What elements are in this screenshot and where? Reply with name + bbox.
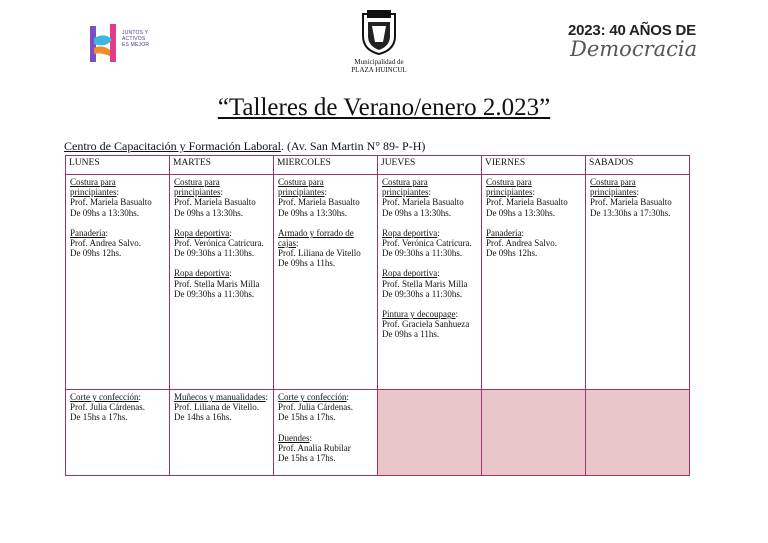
class-entry xyxy=(70,177,165,218)
crest-caption-line: Municipalidad de xyxy=(354,58,404,66)
class-detail: Prof. Mariela Basualto xyxy=(382,197,464,208)
day-header: SABADOS xyxy=(586,156,690,175)
class-detail: De 09hs a 11hs. xyxy=(382,329,440,340)
schedule-cell xyxy=(66,390,170,476)
class-name: Costura para principiantes: xyxy=(382,177,432,198)
class-detail: De 09:30hs a 11:30hs. xyxy=(382,248,463,259)
class-detail: Prof. Mariela Basualto xyxy=(486,197,568,208)
class-detail: Prof. Verónica Catricura. xyxy=(174,238,264,249)
class-name: Ropa deportiva: xyxy=(382,227,440,238)
class-entry xyxy=(486,228,581,259)
venue-name: Centro de Capacitación y Formación Laboral xyxy=(64,139,281,153)
class-entry xyxy=(278,228,373,269)
slogan-line-2: Democracia xyxy=(570,37,698,61)
empty-cell xyxy=(586,390,690,476)
empty-cell xyxy=(378,390,482,476)
class-detail: Prof. Analia Rubilar xyxy=(278,442,351,453)
class-detail: De 15hs a 17hs. xyxy=(278,412,336,423)
class-name: Duendes: xyxy=(278,432,313,443)
schedule-cell xyxy=(378,175,482,390)
venue-line xyxy=(64,139,425,154)
logo-text-line: ES MEJOR xyxy=(122,42,150,48)
class-detail: Prof. Andrea Salvo. xyxy=(70,238,141,249)
class-name: Costura para principiantes: xyxy=(278,177,328,198)
class-entry xyxy=(278,392,373,423)
class-detail: De 09hs a 13:30hs. xyxy=(486,207,555,218)
afternoon-row xyxy=(66,390,690,476)
class-detail: De 09hs 12hs. xyxy=(70,248,122,259)
class-detail: Prof. Andrea Salvo. xyxy=(486,238,557,249)
day-header: VIERNES xyxy=(482,156,586,175)
day-header: JUEVES xyxy=(378,156,482,175)
class-detail: De 09hs a 11hs. xyxy=(278,258,336,269)
class-name: Costura para principiantes: xyxy=(486,177,536,198)
class-detail: Prof. Verónica Catricura. xyxy=(382,238,472,249)
class-name: Costura para principiantes: xyxy=(70,177,120,198)
class-entry xyxy=(174,392,269,423)
class-detail: Prof. Liliana de Vitello xyxy=(278,248,361,259)
schedule-cell xyxy=(586,175,690,390)
schedule-cell xyxy=(482,175,586,390)
class-detail: De 13:30hs a 17:30hs. xyxy=(590,207,671,218)
class-detail: Prof. Stella Maris Milla xyxy=(382,278,468,289)
day-header-row xyxy=(66,156,690,175)
class-entry xyxy=(382,228,477,259)
schedule-cell xyxy=(274,390,378,476)
slogan-line-1: 2023: 40 AÑOS DE xyxy=(568,22,696,39)
class-detail: Prof. Julia Cárdenas. xyxy=(278,402,353,413)
class-detail: De 09hs a 13:30hs. xyxy=(174,207,243,218)
day-header: MARTES xyxy=(170,156,274,175)
class-detail: De 09:30hs a 11:30hs. xyxy=(382,288,463,299)
class-detail: De 09:30hs a 11:30hs. xyxy=(174,248,255,259)
class-detail: Prof. Mariela Basualto xyxy=(590,197,672,208)
class-detail: De 09hs a 13:30hs. xyxy=(382,207,451,218)
class-detail: De 09hs a 13:30hs. xyxy=(278,207,347,218)
class-name: Muñecos y manualidades: xyxy=(174,392,268,402)
class-name: Panadería: xyxy=(486,227,524,238)
schedule-cell xyxy=(66,175,170,390)
class-detail: De 14hs a 16hs. xyxy=(174,412,232,423)
morning-row xyxy=(66,175,690,390)
class-entry xyxy=(174,268,269,299)
day-header: LUNES xyxy=(66,156,170,175)
democracia-slogan xyxy=(568,22,698,72)
juntos-y-activos-logo xyxy=(88,22,158,70)
municipal-crest xyxy=(334,8,424,78)
class-entry xyxy=(278,433,373,464)
class-entry xyxy=(70,228,165,259)
class-entry xyxy=(382,177,477,218)
juntos-logo-icon xyxy=(88,22,122,66)
class-detail: Prof. Stella Maris Milla xyxy=(174,278,260,289)
class-detail: De 09:30hs a 11:30hs. xyxy=(174,288,255,299)
schedule-cell xyxy=(170,390,274,476)
schedule-cell xyxy=(170,175,274,390)
class-entry xyxy=(590,177,685,218)
class-detail: De 09hs 12hs. xyxy=(486,248,538,259)
page-title: “Talleres de Verano/enero 2.023” xyxy=(217,94,551,121)
class-detail: Prof. Mariela Basualto xyxy=(174,197,256,208)
venue-address: . (Av. San Martin N° 89- P-H) xyxy=(280,139,426,153)
class-detail: Prof. Mariela Basualto xyxy=(70,197,152,208)
class-name: Corte y confección: xyxy=(70,392,141,402)
class-entry xyxy=(174,228,269,259)
class-entry xyxy=(382,309,477,340)
class-detail: Prof. Julia Cárdenas. xyxy=(70,402,145,413)
class-name: Ropa deportiva: xyxy=(174,268,232,279)
class-detail: Prof. Mariela Basualto xyxy=(278,197,360,208)
class-entry xyxy=(486,177,581,218)
logo-text-line: ACTIVOS xyxy=(122,36,146,42)
class-name: Pintura y decoupage: xyxy=(382,309,458,320)
crest-caption-line: PLAZA HUINCUL xyxy=(351,66,407,74)
class-name: Armado y forrado de cajas: xyxy=(278,227,354,249)
empty-cell xyxy=(482,390,586,476)
class-entry xyxy=(174,177,269,218)
class-name: Costura para principiantes: xyxy=(590,177,640,198)
class-name: Ropa deportiva: xyxy=(382,268,440,279)
class-detail: De 15hs a 17hs. xyxy=(278,453,336,464)
logo-text-line: JUNTOS Y xyxy=(122,30,149,36)
class-detail: Prof. Liliana de Vitello. xyxy=(174,402,260,413)
class-name: Costura para principiantes: xyxy=(174,177,224,198)
day-header: MIERCOLES xyxy=(274,156,378,175)
class-entry xyxy=(70,392,165,423)
class-name: Ropa deportiva: xyxy=(174,227,232,238)
schedule-cell xyxy=(274,175,378,390)
crest-icon xyxy=(359,8,399,56)
schedule-table xyxy=(65,155,690,476)
class-detail: De 15hs a 17hs. xyxy=(70,412,128,423)
class-name: Panadería: xyxy=(70,227,108,238)
class-detail: Prof. Graciela Sanhueza xyxy=(382,319,470,330)
class-name: Corte y confección: xyxy=(278,392,349,402)
class-entry xyxy=(278,177,373,218)
class-entry xyxy=(382,268,477,299)
class-detail: De 09hs a 13:30hs. xyxy=(70,207,139,218)
